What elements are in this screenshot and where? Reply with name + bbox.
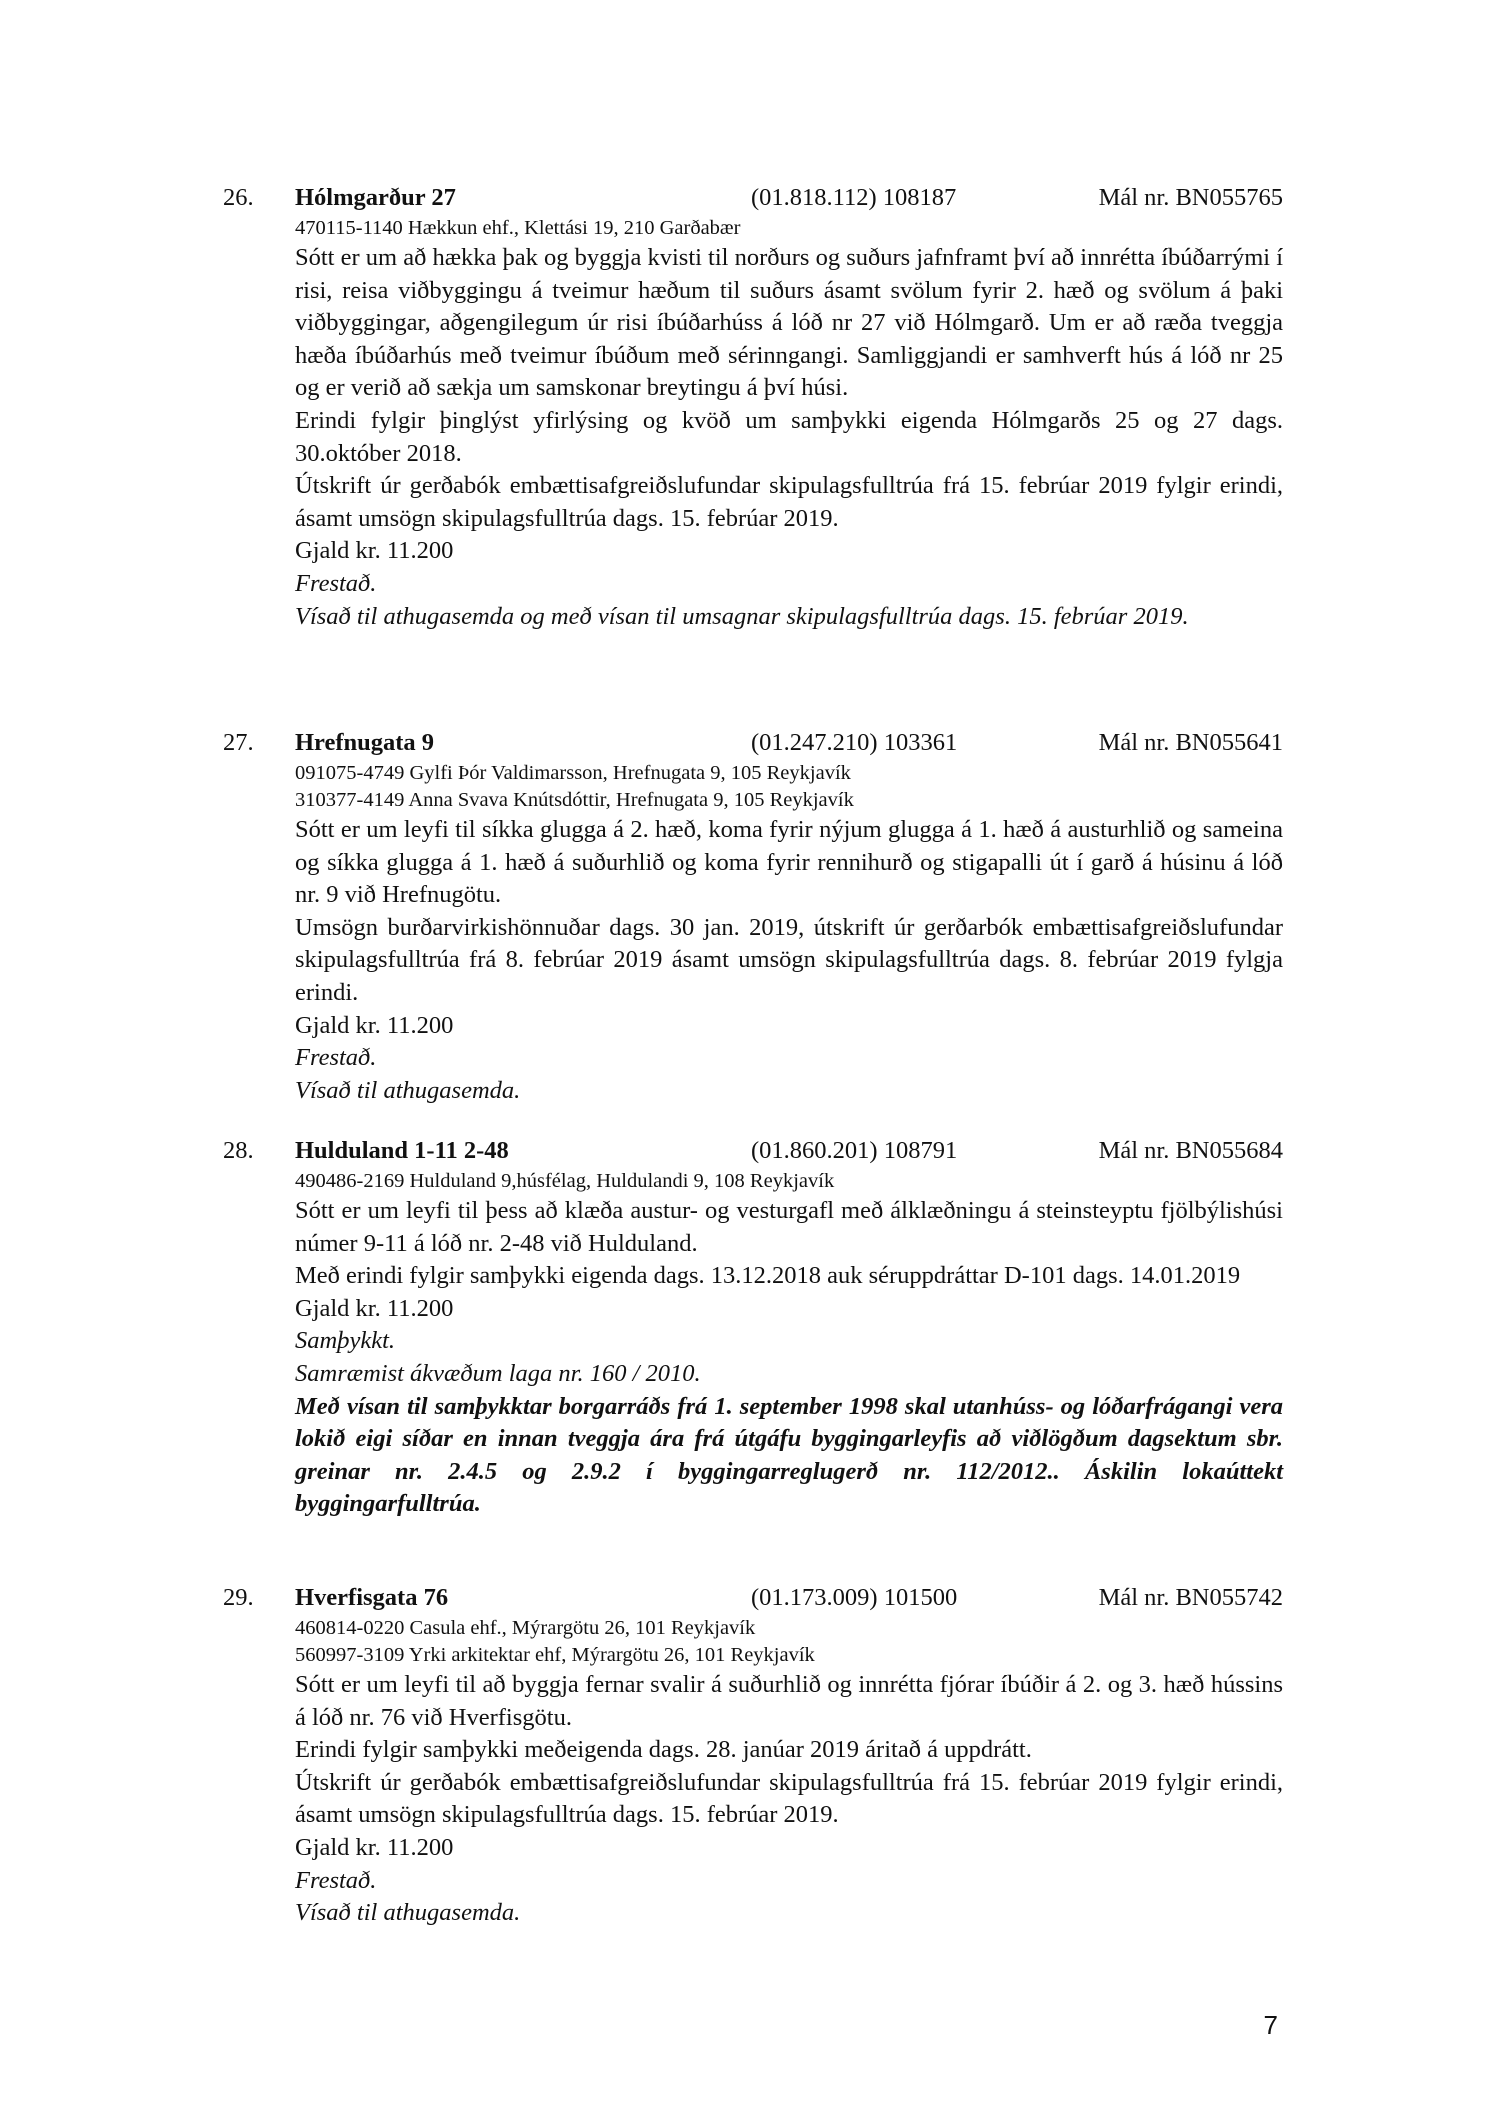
applicant-line: 560997-3109 Yrki arkitektar ehf, Mýrargötu 26, 101 Reykjavík [295,1644,815,1666]
case-body [295,760,1283,1107]
case-header [223,1581,1283,1615]
case-id: Mál nr. BN055765 [1098,184,1283,211]
case-entry [223,1581,1283,1930]
property-reference: (01.860.201) 108791 [751,1137,958,1164]
case-number: 27. [223,729,254,756]
case-entry [223,181,1283,633]
fee-line: Gjald kr. 11.200 [295,1011,454,1039]
case-note: Vísað til athugasemda. [295,1076,521,1104]
case-body [295,215,1283,633]
case-decision: Frestað. [295,569,377,597]
case-header [223,181,1283,215]
case-number: 28. [223,1137,254,1164]
property-reference: (01.818.112) 108187 [751,184,957,211]
case-paragraph: Sótt er um leyfi til að byggja fernar svalir á suðurhlið og innrétta fjórar íbúðir á 2. og 3. hæð hússins á lóð nr. 76 við Hverfisgötu. [295,1671,1283,1731]
case-body [295,1168,1283,1521]
case-address: Hrefnugata 9 [295,729,435,756]
case-number: 26. [223,184,254,211]
property-reference: (01.247.210) 103361 [751,729,958,756]
case-address: Hólmgarður 27 [295,184,456,211]
fee-line: Gjald kr. 11.200 [295,1833,454,1861]
case-id: Mál nr. BN055684 [1098,1137,1283,1164]
property-reference: (01.173.009) 101500 [751,1584,958,1611]
case-header [223,726,1283,760]
case-note: Vísað til athugasemda. [295,1899,521,1927]
case-paragraph: Umsögn burðarvirkishönnuðar dags. 30 jan. 2019, útskrift úr gerðarbók embættisafgreiðslufundar skipulagsfulltrúa frá 8. febrúar 2019 ásamt umsögn skipulagsfulltrúa dags. 8. febrúar 2019 fylgja erindi. [295,913,1283,1006]
case-body [295,1615,1283,1930]
applicant-line: 470115-1140 Hækkun ehf., Klettási 19, 210 Garðabær [295,217,741,239]
case-address: Hverfisgata 76 [295,1584,449,1611]
case-note: Samræmist ákvæðum laga nr. 160 / 2010. [295,1359,701,1387]
case-condition-note: Með vísan til samþykktar borgarráðs frá 1. september 1998 skal utanhúss- og lóðarfrágangi vera lokið eigi síðar en innan tveggja ára frá útgáfu byggingarleyfis að viðlögðum dagsektum sbr. greinar nr. 2.4.5 og 2.9.2 í byggingarreglugerð nr. 112/2012.. Áskilin lokaúttekt byggingarfulltrúa. [295,1392,1283,1518]
fee-line: Gjald kr. 11.200 [295,1294,454,1322]
applicant-line: 310377-4149 Anna Svava Knútsdóttir, Hrefnugata 9, 105 Reykjavík [295,789,854,811]
applicant-line: 490486-2169 Hulduland 9,húsfélag, Huldulandi 9, 108 Reykjavík [295,1170,835,1192]
case-decision: Frestað. [295,1044,377,1072]
applicant-line: 091075-4749 Gylfi Þór Valdimarsson, Hrefnugata 9, 105 Reykjavík [295,762,851,784]
case-paragraph: Sótt er um að hækka þak og byggja kvisti til norðurs og suðurs jafnframt því að innrétta íbúðarrými í risi, reisa viðbyggingu á tveimur hæðum til suðurs ásamt svölum fyrir 2. hæð og svölum á þaki viðbyggingar, aðgengilegum úr risi íbúðarhúss á lóð nr 27 við Hólmgarð. Um er að ræða tveggja hæða íbúðarhús með tveimur íbúðum með sérinngangi. Samliggjandi er samhverft hús á lóð nr 25 og er verið að sækja um samskonar breytingu á því húsi. [295,244,1284,402]
fee-line: Gjald kr. 11.200 [295,537,454,565]
case-number: 29. [223,1584,254,1611]
case-entry [223,726,1283,1107]
case-address: Hulduland 1-11 2-48 [295,1137,509,1164]
case-paragraph: Sótt er um leyfi til þess að klæða austur- og vesturgafl með álklæðningu á steinsteyptu fjölbýlishúsi númer 9-11 á lóð nr. 2-48 við Hulduland. [295,1197,1283,1257]
case-note: Vísað til athugasemda og með vísan til umsagnar skipulagsfulltrúa dags. 15. febrúar 2019. [295,602,1189,630]
case-id: Mál nr. BN055641 [1098,729,1283,756]
case-paragraph: Útskrift úr gerðabók embættisafgreiðslufundar skipulagsfulltrúa frá 15. febrúar 2019 fylgir erindi, ásamt umsögn skipulagsfulltrúa dags. 15. febrúar 2019. [295,1768,1283,1829]
applicant-line: 460814-0220 Casula ehf., Mýrargötu 26, 101 Reykjavík [295,1617,756,1639]
case-paragraph: Sótt er um leyfi til síkka glugga á 2. hæð, koma fyrir nýjum glugga á 1. hæð á austurhlið og sameina og síkka glugga á 1. hæð á suðurhlið og koma fyrir rennihurð og stigapalli út í garð á húsinu á lóð nr. 9 við Hrefnugötu. [295,816,1283,909]
case-decision: Frestað. [295,1866,377,1894]
case-id: Mál nr. BN055742 [1098,1584,1283,1611]
page-number: 7 [1263,2010,1278,2040]
case-paragraph: Útskrift úr gerðabók embættisafgreiðslufundar skipulagsfulltrúa frá 15. febrúar 2019 fylgir erindi, ásamt umsögn skipulagsfulltrúa dags. 15. febrúar 2019. [295,472,1283,532]
case-decision: Samþykkt. [295,1327,395,1355]
case-header [223,1134,1283,1168]
case-paragraph: Erindi fylgir þinglýst yfirlýsing og kvöð um samþykki eigenda Hólmgarðs 25 og 27 dags. 30.október 2018. [295,406,1283,467]
case-paragraph: Með erindi fylgir samþykki eigenda dags. 13.12.2018 auk séruppdráttar D-101 dags. 14.01.2019 [295,1262,1241,1290]
case-entry [223,1134,1283,1521]
case-paragraph: Erindi fylgir samþykki meðeigenda dags. 28. janúar 2019 áritað á uppdrátt. [295,1736,1032,1764]
